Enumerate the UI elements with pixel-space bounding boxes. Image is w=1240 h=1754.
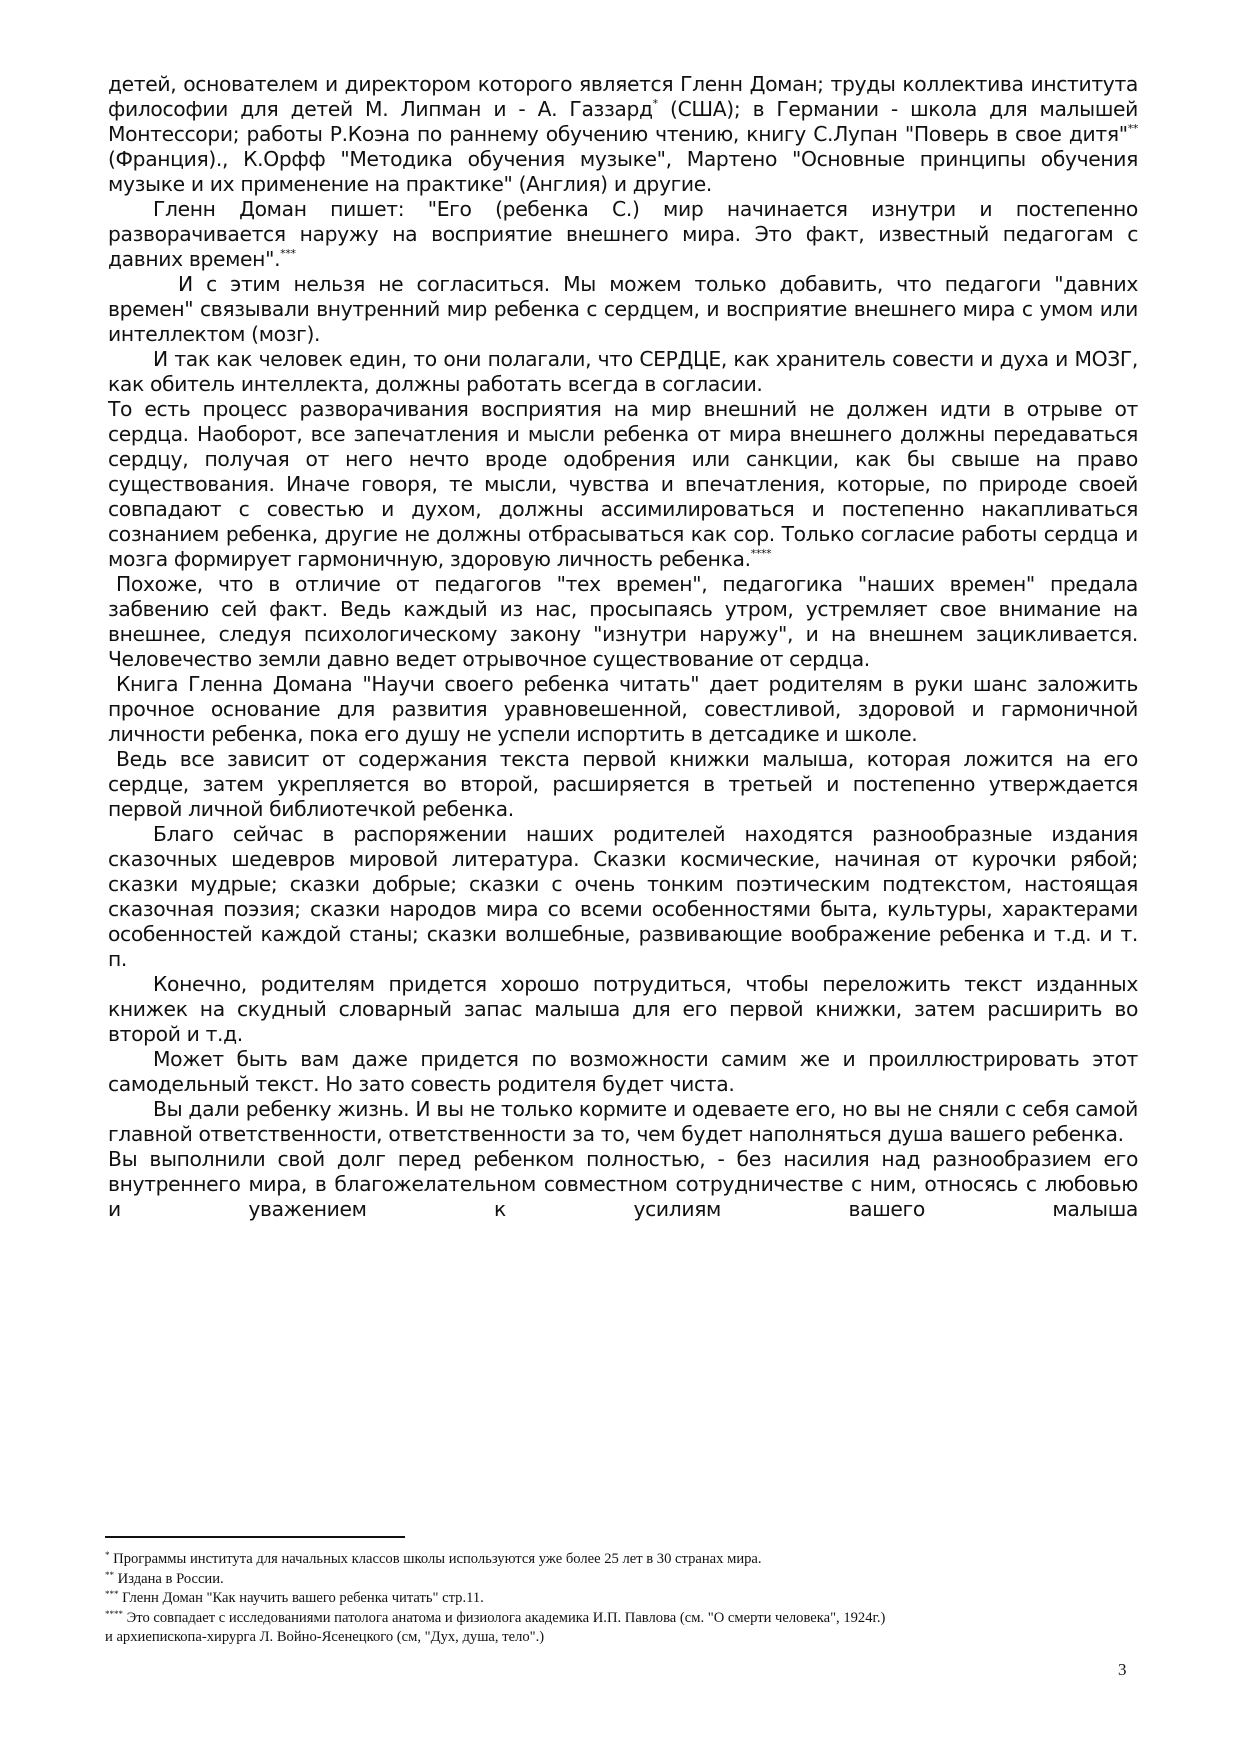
paragraph-text: Гленн Доман пишет: "Его (ребенка С.) мир начинается изнутри и постепенно разворачивается наружу на восприятие внешнего мира. Это факт, известный педагогам с давних времен". — [108, 197, 1138, 271]
paragraph-text: детей, основателем и директором которого является Гленн Доман; труды коллектива института философии для детей М. Липман и - А. Газзард — [108, 72, 1138, 121]
body-text — [108, 72, 1138, 1222]
footnote-4-continued — [105, 1628, 1165, 1648]
paragraph-text: И так как человек един, то они полагали, что СЕРДЦЕ, как хранитель совести и духа и МОЗГ, как обитель интеллекта, должны работать всегда в согласии. — [108, 347, 1138, 396]
footnote-text: Гленн Доман "Как научить вашего ребенка читать" стр.11. — [118, 1590, 484, 1606]
footnote-separator — [105, 1536, 405, 1538]
paragraph-text: Похоже, что в отличие от педагогов "тех времен", педагогика "наших времен" предала забвению сей факт. Ведь каждый из нас, просыпаясь утром, устремляет свое внимание на внешнее, следуя психологическому закону "изнутри наружу", и на внешнем зацикливается. Человечество земли давно ведет отрывочное существование от сердца. — [108, 572, 1138, 671]
footnote-3 — [105, 1589, 1165, 1609]
paragraph-text: То есть процесс разворачивания восприятия на мир внешний не должен идти в отрыве от сердца. Наоборот, все запечатления и мысли ребенка от мира внешнего должны передаваться сердцу, получая от него нечто вроде одобрения или санкции, как бы свыше на право существования. Иначе говоря, те мысли, чувства и впечатления, которые, по природе своей совпадают с совестью и духом, должны ассимилироваться и постепенно накапливаться сознанием ребенка, другие не должны отбрасываться как сор. Только согласие работы сердца и мозга формирует гармоничную, здоровую личность ребенка. — [108, 397, 1138, 571]
paragraph-3 — [108, 272, 1138, 347]
footnote-text: и архиепископа-хирурга Л. Войно-Ясенецкого (см, "Дух, душа, тело".) — [105, 1629, 545, 1645]
page-number: 3 — [1118, 1660, 1127, 1679]
footnote-ref[interactable]: * — [652, 97, 658, 110]
paragraph-text: Вы выполнили свой долг перед ребенком полностью, - без насилия над разнообразием его внутреннего мира, в благожелательном совместном сотрудничестве с ним, относясь с любовью и уважением к усилиям вашего малыша — [108, 1147, 1138, 1221]
paragraph-text: (Франция)., К.Орфф "Методика обучения музыке", Мартено "Основные принципы обучения музыке и их применение на практике" (Англия) и другие. — [108, 147, 1138, 196]
footnote-2 — [105, 1570, 1165, 1590]
paragraph-text: Конечно, родителям придется хорошо потрудиться, чтобы переложить текст изданных книжек на скудный словарный запас малыша для его первой книжки, затем расширить во второй и т.д. — [108, 972, 1138, 1046]
paragraph-text: (США); в Германии - школа для малышей Монтессори; работы Р.Коэна по раннему обучению чтению, книгу С.Лупан "Поверь в свое дитя" — [108, 97, 1139, 146]
paragraph-text: Вы дали ребенку жизнь. И вы не только кормите и одеваете его, но вы не сняли с себя самой главной ответственности, ответственности за то, чем будет наполняться душа вашего ребенка. — [108, 1097, 1138, 1146]
paragraph-text: Книга Гленна Домана "Научи своего ребенка читать" дает родителям в руки шанс заложить прочное основание для развития уравновешенной, совестливой, здоровой и гармоничной личности ребенка, пока его душу не успели испортить в детсадике и школе. — [108, 672, 1138, 746]
footnote-4 — [105, 1609, 1165, 1629]
footnote-text: Программы института для начальных классов школы используются уже более 25 лет в 30 странах мира. — [109, 1551, 762, 1567]
footnote-1 — [105, 1550, 1165, 1570]
paragraph-9 — [108, 822, 1138, 972]
footnotes — [105, 1550, 1165, 1648]
paragraph-6 — [108, 572, 1138, 672]
footnote-text: Издана в России. — [114, 1570, 224, 1587]
paragraph-text: И с этим нельзя не согласиться. Мы можем только добавить, что педагоги "давних времен" связывали внутренний мир ребенка с сердцем, и восприятие внешнего мира с умом или интеллектом (мозг). — [108, 272, 1138, 346]
paragraph-12 — [108, 1097, 1138, 1147]
paragraph-2 — [108, 197, 1138, 272]
paragraph-1 — [108, 72, 1138, 197]
paragraph-13 — [108, 1147, 1138, 1222]
footnote-mark: * — [105, 1550, 110, 1560]
footnote-mark: **** — [105, 1608, 123, 1619]
footnote-ref[interactable]: **** — [750, 547, 772, 560]
paragraph-4 — [108, 347, 1138, 397]
footnote-ref[interactable]: *** — [280, 247, 296, 260]
footnote-ref[interactable]: ** — [1127, 122, 1138, 135]
paragraph-text: Благо сейчас в распоряжении наших родителей находятся разнообразные издания сказочных шедевров мировой литература. Сказки космические, начиная от курочки рябой; сказки мудрые; сказки добрые; сказки с очень тонким поэтическим подтекстом, настоящая сказочная поэзия; сказки народов мира со всеми особенностями быта, культуры, характерами особенностей каждой станы; сказки волшебные, развивающие воображение ребенка и т.д. и т. п. — [108, 822, 1138, 971]
footnote-mark: ** — [105, 1569, 114, 1580]
paragraph-7 — [108, 672, 1138, 747]
paragraph-text: Ведь все зависит от содержания текста первой книжки малыша, которая ложится на его сердце, затем укрепляется во второй, расширяется в третьей и постепенно утверждается первой личной библиотечкой ребенка. — [108, 747, 1138, 821]
footnote-text: Это совпадает с исследованиями патолога анатома и физиолога академика И.П. Павлова (см. "О смерти человека", 1924г.) — [123, 1609, 886, 1626]
paragraph-8 — [108, 747, 1138, 822]
paragraph-10 — [108, 972, 1138, 1047]
paragraph-5 — [108, 397, 1138, 572]
paragraph-text: Может быть вам даже придется по возможности самим же и проиллюстрировать этот самодельный текст. Но зато совесть родителя будет чиста. — [108, 1047, 1138, 1096]
footnote-mark: *** — [105, 1589, 119, 1599]
paragraph-11 — [108, 1047, 1138, 1097]
